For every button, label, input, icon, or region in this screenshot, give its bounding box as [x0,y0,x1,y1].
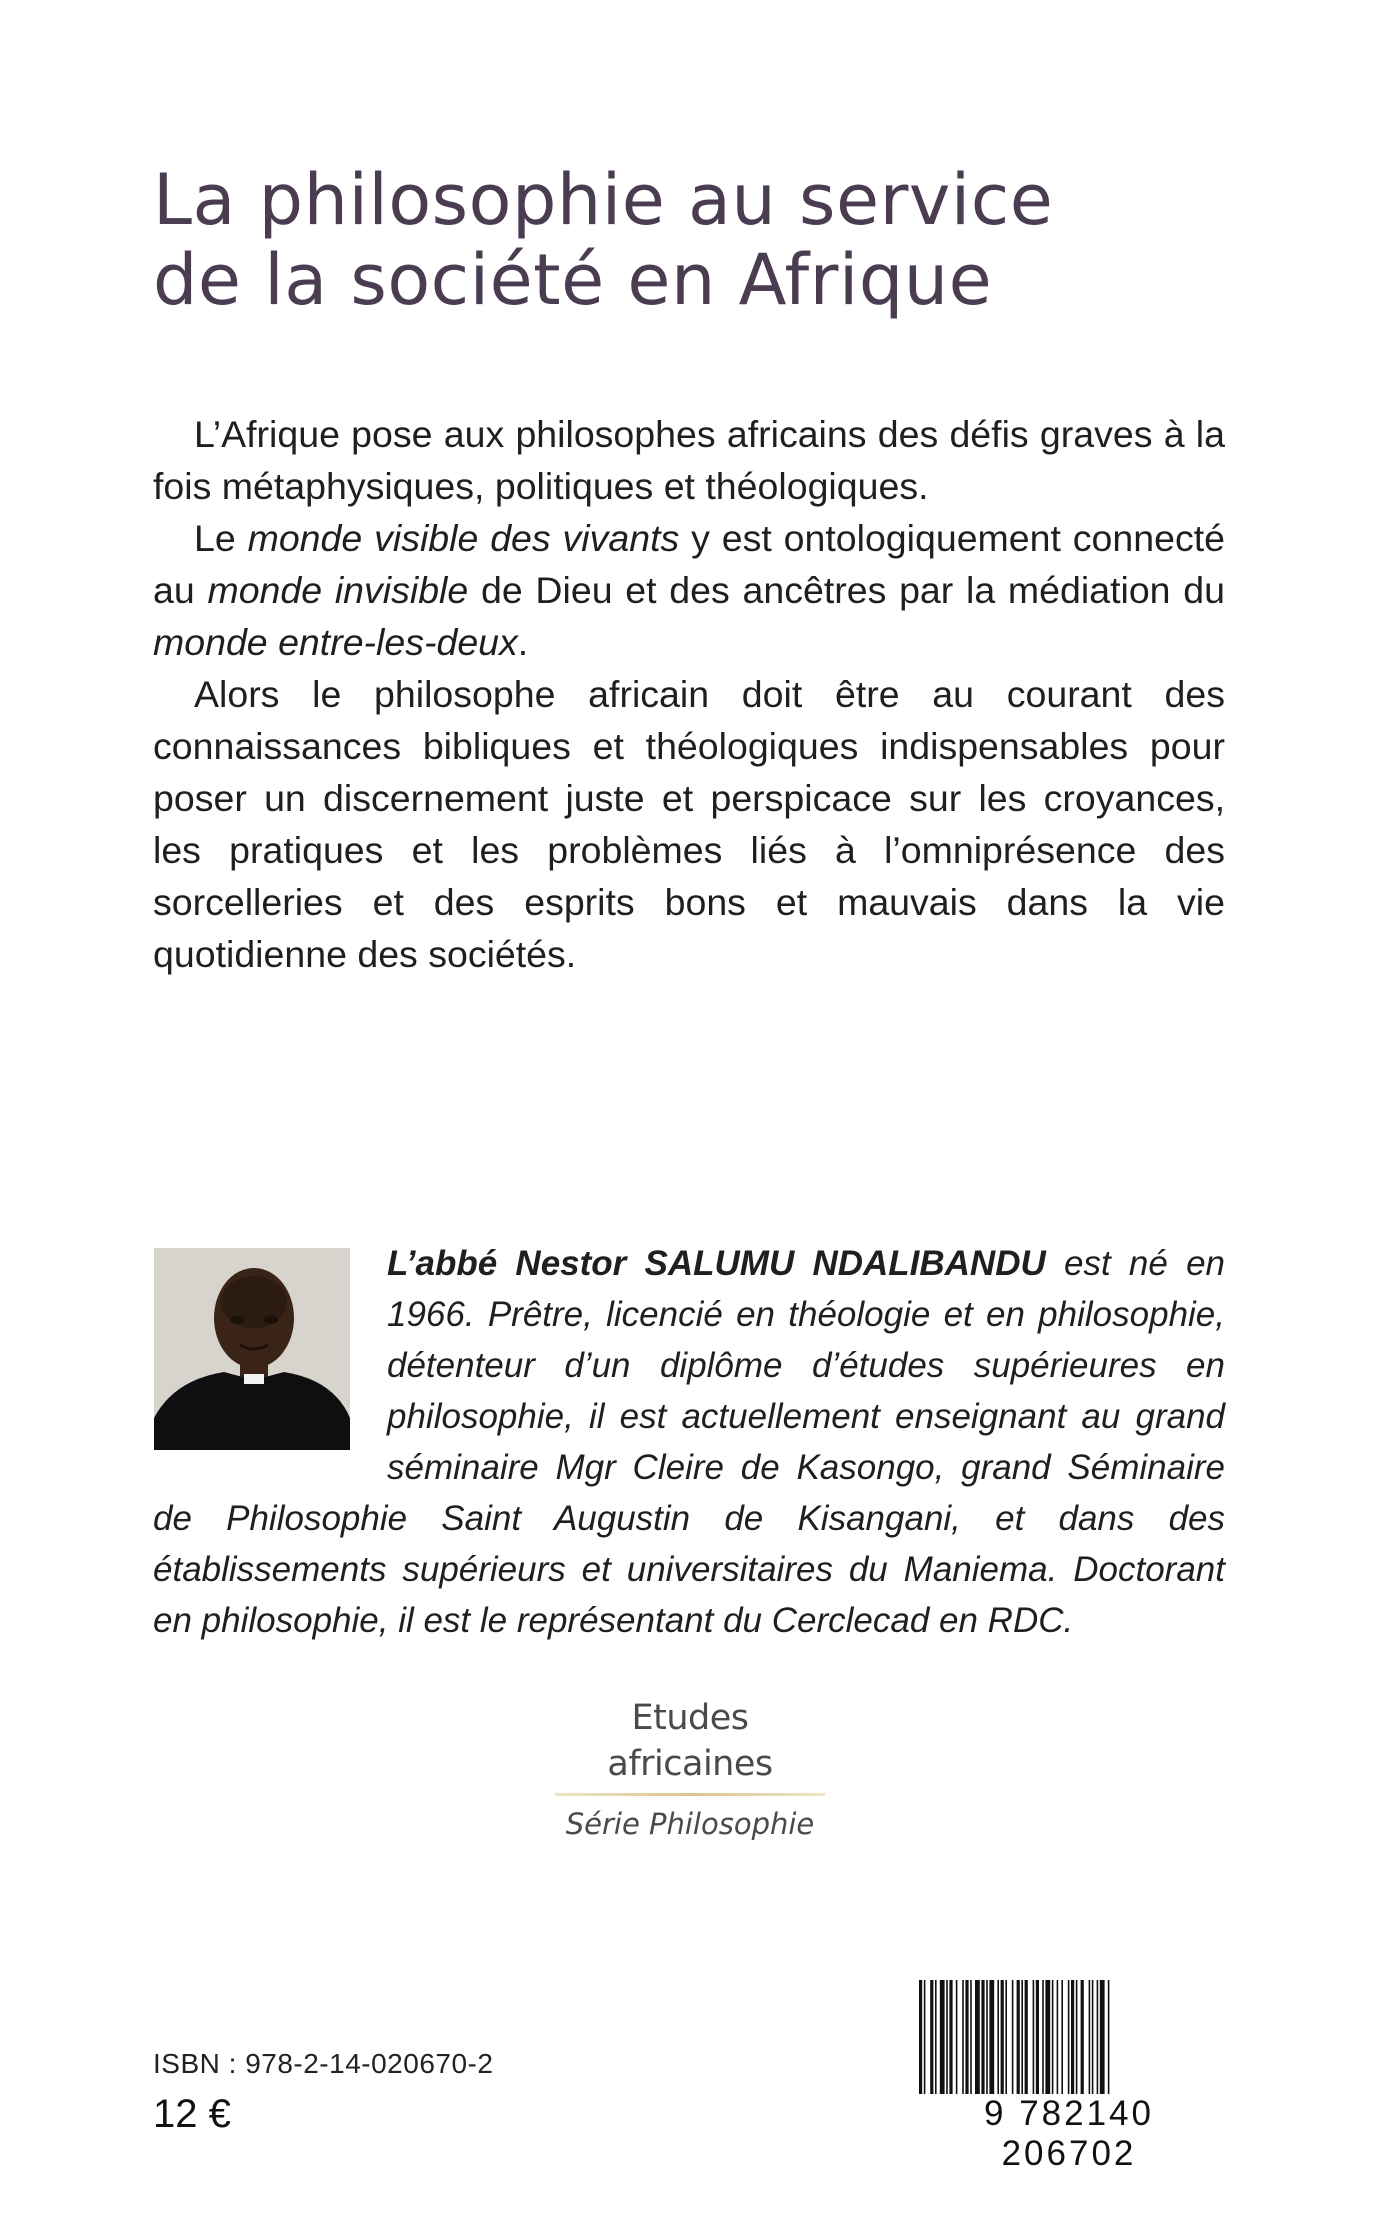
series-name: Etudes africaines [607,1698,773,1784]
author-bio-text: est né en 1966. Prêtre, licencié en théologie et en philosophie, détenteur d’un diplôme d’études supérieures en philosophie, il est actuellement enseignant au grand séminaire Mgr Cleire de Kasongo, grand Séminaire de Philosophie Saint Augustin de Kisangani, et dans des établissements supérieurs et universitaires du Maniema. Doctorant en philosophie, il est le représentant du Cerclecad en RDC. [153,1244,1225,1640]
subseries-name: Série Philosophie [565,1807,815,1841]
barcode [913,1980,1225,2173]
blurb-emphasis: monde invisible [207,569,469,611]
book-title-line-2: de la société en Afrique [153,239,993,321]
book-title-line-1: La philosophie au service [153,159,1054,241]
blurb-text: de Dieu et des ancêtres par la médiation du [468,569,1225,611]
blurb-paragraph-2 [153,512,1225,668]
blurb-emphasis: monde entre-les-deux [153,621,518,663]
author-name: L’abbé Nestor SALUMU NDALIBANDU [387,1244,1046,1283]
blurb-paragraph-3: Alors le philosophe africain doit être au courant des connaissances bibliques et théologiques indispensables pour poser un discernement juste et perspicace sur les croyances, les pratiques et les problèmes liés à l’omniprésence des sorcelleries et des esprits bons et mauvais dans la vie quotidienne des sociétés. [153,673,1225,975]
author-bio [153,1238,1225,1646]
price: 12 € [153,2092,231,2136]
blurb [153,408,1225,980]
photo-wrap-space [153,1238,387,1493]
isbn: ISBN : 978-2-14-020670-2 [153,2048,494,2079]
blurb-emphasis: monde visible des vivants [247,517,680,559]
book-title [153,160,1253,320]
barcode-digits: 9 782140 206702 [913,2094,1225,2134]
blurb-text: Le [194,517,248,559]
blurb-text: . [517,621,529,663]
blurb-paragraph-1: L’Afrique pose aux philosophes africains des défis graves à la fois métaphysiques, politiques et théologiques. [153,413,1225,507]
series-label [555,1695,825,1842]
blurb-text: y est ontologiquement connecté au [153,517,1225,611]
series-divider [555,1793,825,1796]
